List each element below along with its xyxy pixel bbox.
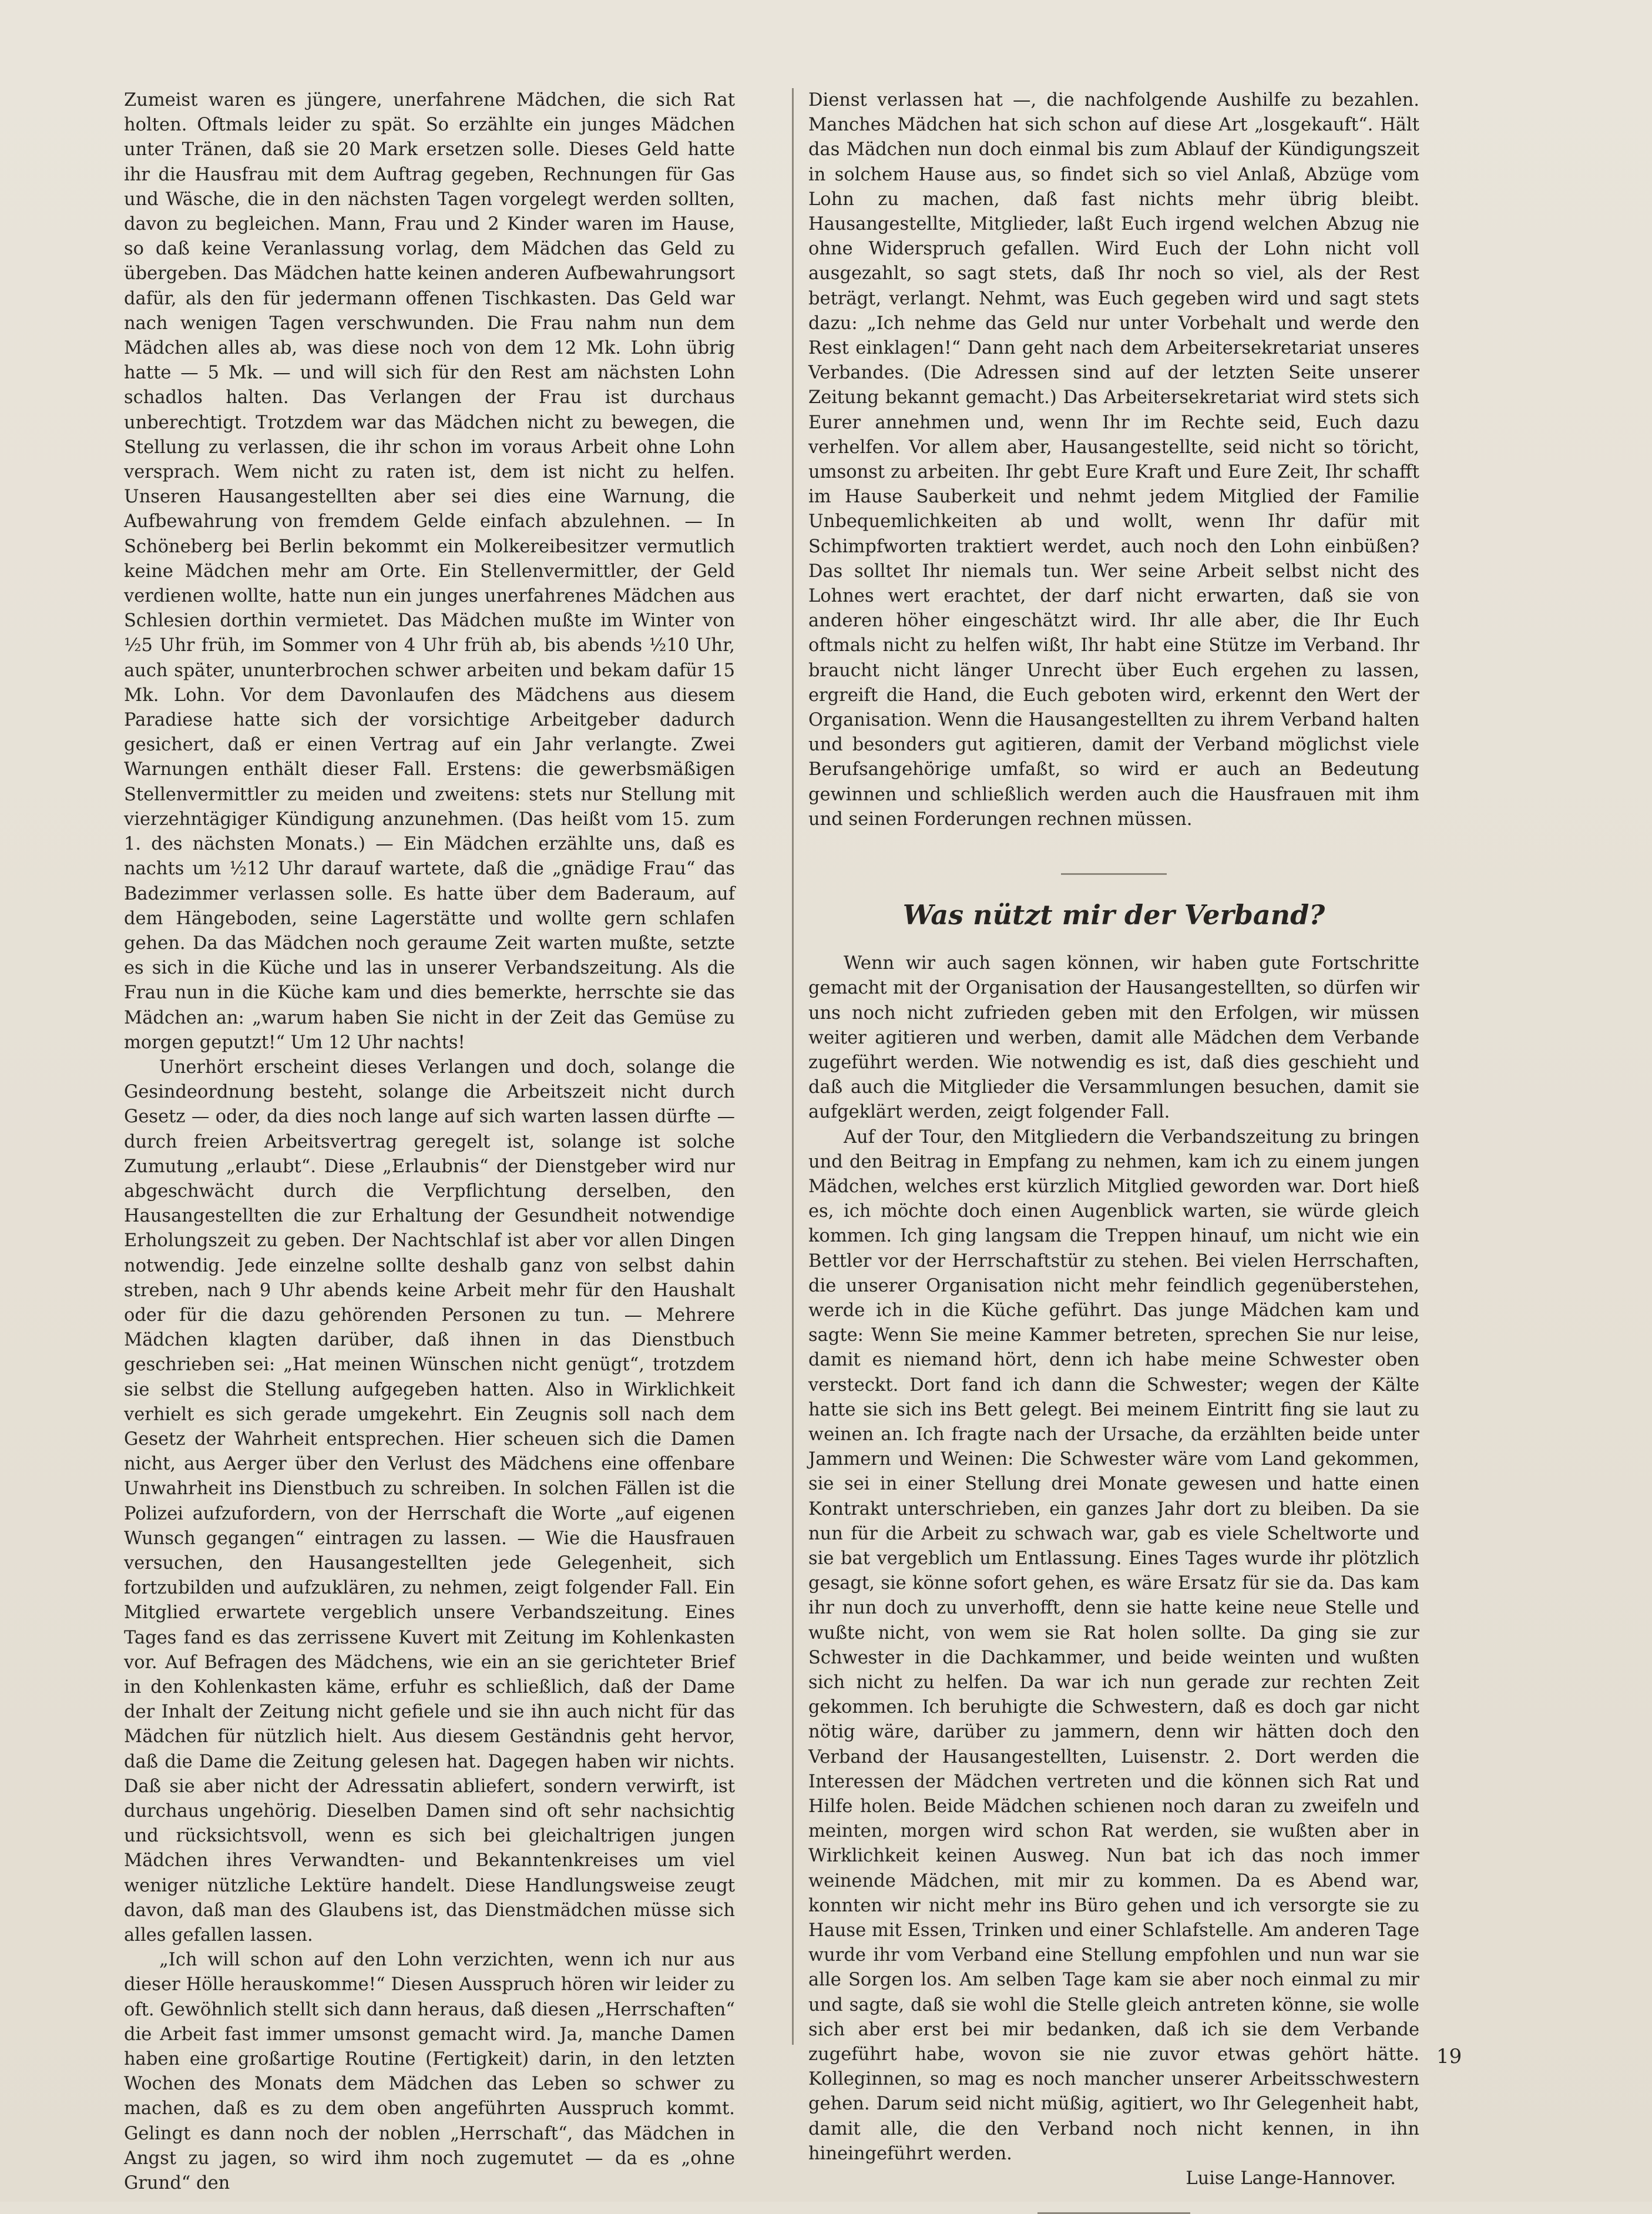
- left-paragraph-1: Zumeist waren es jüngere, unerfahrene Mädchen, die sich Rat holten. Oftmals leider zu spät. So erzählte ein junges Mädchen unter Tränen, daß sie 20 Mark ersetzen solle. Dieses Geld hatte ihr die Hausfrau mit dem Auftrag gegeben, Rechnungen für Gas und Wäsche, die in den nächsten Tagen vorgelegt werden sollten, davon zu begleichen. Mann, Frau und 2 Kinder waren im Hause, so daß keine Veranlassung vorlag, dem Mädchen das Geld zu übergeben. Das Mädchen hatte keinen anderen Aufbewahrungsort dafür, als den für jedermann offenen Tischkasten. Das Geld war nach wenigen Tagen verschwunden. Die Frau nahm nun dem Mädchen alles ab, was diese noch von dem 12 Mk. Lohn übrig hatte — 5 Mk. — und will sich für den Rest am nächsten Lohn schadlos halten. Das Verlangen der Frau ist durchaus unberechtigt. Trotzdem war das Mädchen nicht zu bewegen, die Stellung zu verlassen, die ihr schon im voraus Arbeit ohne Lohn versprach. Wem nicht zu raten ist, dem ist nicht zu helfen. Unseren Hausangestellten aber sei dies eine Warnung, die Aufbewahrung von fremdem Gelde einfach abzulehnen. — In Schöneberg bei Berlin bekommt ein Molkereibesitzer vermutlich keine Mädchen mehr am Orte. Ein Stellenvermittler, der Geld verdienen wollte, hatte nun ein junges unerfahrenes Mädchen aus Schlesien dorthin vermietet. Das Mädchen mußte im Winter von ½5 Uhr früh, im Sommer von 4 Uhr früh ab, bis abends ½10 Uhr, auch später, ununterbrochen schwer arbeiten und bekam dafür 15 Mk. Lohn. Vor dem Davonlaufen des Mädchens aus diesem Paradiese hatte sich der vorsichtige Arbeitgeber dadurch gesichert, daß er einen Vertrag auf ein Jahr verlangte. Zwei Warnungen enthält dieser Fall. Erstens: die gewerbsmäßigen Stellenvermittler zu meiden und zweitens: stets nur Stellung mit vierzehntägiger Kündigung anzunehmen. (Das heißt vom 15. zum 1. des nächsten Monats.) — Ein Mädchen erzählte uns, daß es nachts um ½12 Uhr darauf wartete, daß die „gnädige Frau“ das Badezimmer verlassen solle. Es hatte über dem Baderaum, auf dem Hängeboden, seine Lagerstätte und wollte gern schlafen gehen. Da das Mädchen noch geraume Zeit warten mußte, setzte es sich in die Küche und las in unserer Verbandszeitung. Als die Frau nun in die Küche kam und dies bemerkte, herrschte sie das Mädchen an: „warum haben Sie nicht in der Zeit das Gemüse zu morgen geputzt!“ Um 12 Uhr nachts!: [124, 90, 735, 1053]
- right-continuation-paragraph: Dienst verlassen hat —, die nachfolgende Aushilfe zu bezahlen. Manches Mädchen hat sich schon auf diese Art „losgekauft“. Hält das Mädchen nun doch einmal bis zum Ablauf der Kündigungszeit in solchem Hause aus, so findet sich so viel Anlaß, Abzüge vom Lohn zu machen, daß fast nichts mehr übrig bleibt. Hausangestellte, Mitglieder, laßt Euch irgend welchen Abzug nie ohne Widerspruch gefallen. Wird Euch der Lohn nicht voll ausgezahlt, so sagt stets, daß Ihr noch so viel, als der Rest beträgt, verlangt. Nehmt, was Euch gegeben wird und sagt stets dazu: „Ich nehme das Geld nur unter Vorbehalt und werde den Rest einklagen!“ Dann geht nach dem Arbeitersekretariat unseres Verbandes. (Die Adressen sind auf der letzten Seite unserer Zeitung bekannt gemacht.) Das Arbeitersekretariat wird stets sich Eurer annehmen und, wenn Ihr im Rechte seid, Euch dazu verhelfen. Vor allem aber, Hausangestellte, seid nicht so töricht, umsonst zu arbeiten. Ihr gebt Eure Kraft und Eure Zeit, Ihr schafft im Hause Sauberkeit und nehmt jedem Mitglied der Familie Unbequemlichkeiten ab und wollt, wenn Ihr dafür mit Schimpfworten traktiert werdet, auch noch den Lohn einbüßen? Das solltet Ihr niemals tun. Wer seine Arbeit selbst nicht des Lohnes wert erachtet, der darf nicht erwarten, daß sie von anderen höher eingeschätzt wird. Ihr alle aber, die Ihr Euch oftmals nicht zu helfen wißt, Ihr habt eine Stütze im Verband. Ihr braucht nicht länger Unrecht über Euch ergehen zu lassen, ergreift die Hand, die Euch geboten wird, erkennt den Wert der Organisation. Wenn die Hausangestellten zu ihrem Verband halten und besonders gut agitieren, damit der Verband möglichst viele Berufsangehörige umfaßt, so wird er auch an Bedeutung gewinnen und schließlich werden auch die Hausfrauen mit ihm und seinen Forderungen rechnen müssen.: [808, 90, 1419, 830]
- left-paragraph-3: „Ich will schon auf den Lohn verzichten, wenn ich nur aus dieser Hölle herauskomme!“ Diesen Ausspruch hören wir leider zu oft. Gewöhnlich stellt sich dann heraus, daß diesen „Herrschaften“ die Arbeit fast immer umsonst gemacht wird. Ja, manche Damen haben eine großartige Routine (Fertigkeit) darin, in den letzten Wochen des Monats dem Mädchen das Leben so schwer zu machen, daß es zu dem oben angeführten Ausspruch kommt. Gelingt es dann noch der noblen „Herrschaft“, das Mädchen in Angst zu jagen, so wird ihm noch zugemutet — da es „ohne Grund“ den: [124, 1950, 735, 2194]
- right-column: [808, 88, 1419, 2189]
- left-paragraph-2: Unerhört erscheint dieses Verlangen und doch, solange die Gesindeordnung besteht, solange die Arbeitszeit nicht durch Gesetz — oder, da dies noch lange auf sich warten lassen dürfte — durch freien Arbeitsvertrag geregelt ist, solange ist solche Zumutung „erlaubt“. Diese „Erlaubnis“ der Dienstgeber wird nur abgeschwächt durch die Verpflichtung derselben, den Hausangestellten die zur Erhaltung der Gesundheit notwendige Erholungszeit zu geben. Der Nachtschlaf ist aber vor allen Dingen notwendig. Jede einzelne sollte deshalb ganz von selbst dahin streben, nach 9 Uhr abends keine Arbeit mehr für den Haushalt oder für die dazu gehörenden Personen zu tun. — Mehrere Mädchen klagten darüber, daß ihnen in das Dienstbuch geschrieben sei: „Hat meinen Wünschen nicht genügt“, trotzdem sie selbst die Stellung aufgegeben hatten. Also in Wirklichkeit verhielt es sich gerade umgekehrt. Ein Zeugnis soll nach dem Gesetz der Wahrheit entsprechen. Hier scheuen sich die Damen nicht, aus Aerger über den Verlust des Mädchens eine offenbare Unwahrheit ins Dienstbuch zu schreiben. In solchen Fällen ist die Polizei aufzufordern, von der Herrschaft die Worte „auf eigenen Wunsch gegangen“ eintragen zu lassen. — Wie die Hausfrauen versuchen, den Hausangestellten jede Gelegenheit, sich fortzubilden und aufzuklären, zu nehmen, zeigt folgender Fall. Ein Mitglied erwartete vergeblich unsere Verbandszeitung. Eines Tages fand es das zerrissene Kuvert mit Zeitung im Kohlenkasten vor. Auf Befragen des Mädchens, wie ein an sie gerichteter Brief in den Kohlenkasten käme, erfuhr es schließlich, daß der Dame der Inhalt der Zeitung nicht gefiele und sie ihn auch nicht für das Mädchen für nützlich hielt. Aus diesem Geständnis geht hervor, daß die Dame die Zeitung gelesen hat. Dagegen haben wir nichts. Daß sie aber nicht der Adressatin abliefert, sondern verwirft, ist durchaus ungehörig. Dieselben Damen sind oft sehr nachsichtig und rücksichtsvoll, wenn es sich bei gleichaltrigen jungen Mädchen ihres Verwandten- und Bekanntenkreises um viel weniger nützliche Lektüre handelt. Diese Handlungsweise zeugt davon, daß man des Glaubens ist, das Dienstmädchen müsse sich alles gefallen lassen.: [124, 1056, 735, 1946]
- column-divider: [792, 88, 794, 2045]
- page-number: 19: [1436, 2045, 1462, 2068]
- author-signature: Luise Lange-Hannover.: [1186, 2168, 1396, 2189]
- article-paragraph-2: Auf der Tour, den Mitgliedern die Verbandszeitung zu bringen und den Beitrag in Empfang zu nehmen, kam ich zu einem jungen Mädchen, welches erst kürzlich Mitglied geworden war. Dort hieß es, ich möchte doch einen Augenblick warten, sie würde gleich kommen. Ich ging langsam die Treppen hinauf, um nicht wie ein Bettler vor der Herrschaftstür zu stehen. Bei vielen Herrschaften, die unserer Organisation nicht mehr feindlich gegenüberstehen, werde ich in die Küche geführt. Das junge Mädchen kam und sagte: Wenn Sie meine Kammer betreten, sprechen Sie nur leise, damit es niemand hört, denn ich habe meine Schwester oben versteckt. Dort fand ich dann die Schwester; wegen der Kälte hatte sie sich ins Bett gelegt. Bei meinem Eintritt fing sie laut zu weinen an. Ich fragte nach der Ursache, da erzählten beide unter Jammern und Weinen: Die Schwester wäre vom Land gekommen, sie sei in einer Stellung drei Monate gewesen und hatte einen Kontrakt unterschrieben, ein ganzes Jahr dort zu bleiben. Da sie nun für die Arbeit zu schwach war, gab es viele Scheltworte und sie bat vergeblich um Entlassung. Eines Tages wurde ihr plötzlich gesagt, sie könne sofort gehen, es wäre Ersatz für sie da. Das kam ihr nun doch zu unverhofft, denn sie hatte keine neue Stelle und wußte nicht, von wem sie Rat holen sollte. Da ging sie zur Schwester in die Dachkammer, und beide weinten und wußten sich nicht zu helfen. Da war ich nun gerade zur rechten Zeit gekommen. Ich beruhigte die Schwestern, daß es doch gar nicht nötig wäre, darüber zu jammern, denn wir hätten doch den Verband der Hausangestellten, Luisenstr. 2. Dort werden die Interessen der Mädchen vertreten und die können sich Rat und Hilfe holen. Beide Mädchen schienen noch daran zu zweifeln und meinten, morgen wird schon Rat werden, sie wußten aber in Wirklichkeit keinen Ausweg. Nun bat ich das noch immer weinende Mädchen, mit mir zu kommen. Da es Abend war, konnten wir nicht mehr ins Büro gehen und ich versorgte sie zu Hause mit Essen, Trinken und einer Schlafstelle. Am anderen Tage wurde ihr vom Verband eine Stellung empfohlen und nun war sie alle Sorgen los. Am selben Tage kam sie aber noch einmal zu mir und sagte, daß sie wohl die Stelle gleich antreten könne, sie wolle sich aber erst bei mir bedanken, daß ich sie dem Verbande zugeführt habe, wovon sie nie zuvor etwas gehört hätte. Kolleginnen, so mag es noch mancher unserer Arbeitsschwestern gehen. Darum seid nicht müßig, agitiert, wo Ihr Gelegenheit habt, damit alle, die den Verband noch nicht kennen, in ihn hineingeführt werden.: [808, 1126, 1419, 2164]
- article-heading: Was nützt mir der Verband?: [902, 899, 1325, 931]
- left-column: [124, 88, 735, 2194]
- article-paragraph-1: Wenn wir auch sagen können, wir haben gute Fortschritte gemacht mit der Organisation der Hausangestellten, so dürfen wir uns noch nicht zufrieden geben mit den Erfolgen, wir müssen weiter agitieren und werben, damit alle Mädchen dem Verbande zugeführt werden. Wie notwendig es ist, daß dies geschieht und daß auch die Mitglieder die Versammlungen besuchen, damit sie aufgeklärt werden, zeigt folgender Fall.: [808, 953, 1419, 1123]
- section-divider: [1061, 873, 1167, 875]
